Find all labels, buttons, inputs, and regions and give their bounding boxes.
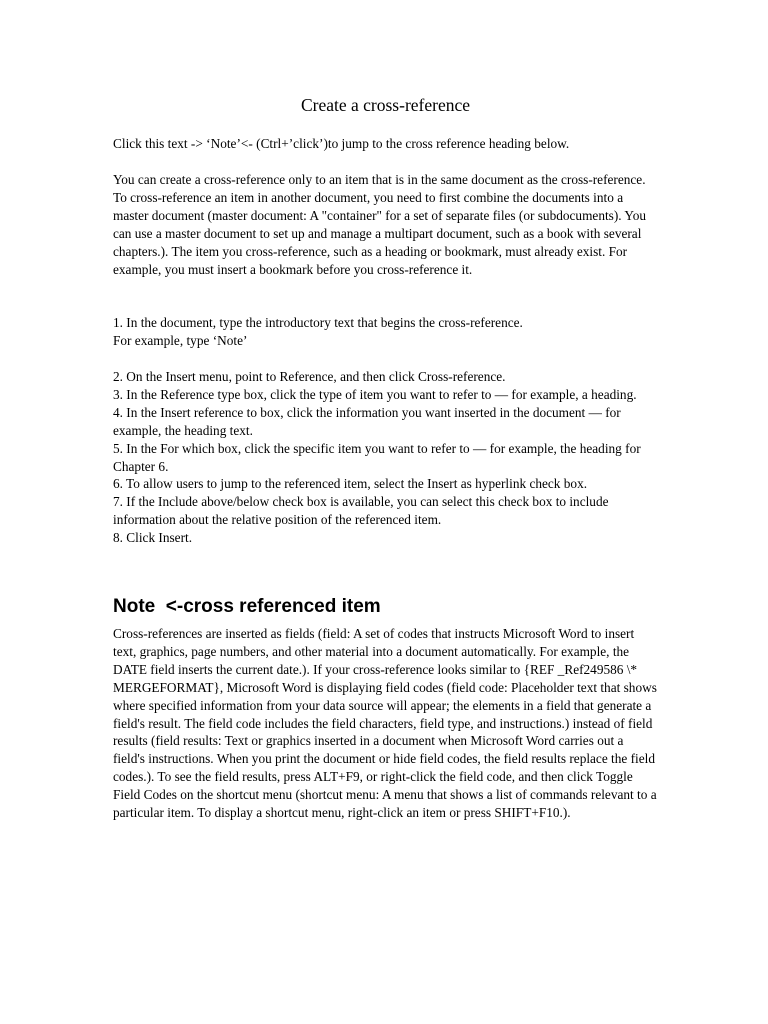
step-item: 7. If the Include above/below check box is available, you can select this check box to include information about the relative position of the referenced item. (113, 494, 609, 528)
cross-reference-link-text[interactable]: Click this text -> ‘Note’<- (Ctrl+’click’)to jump to the cross reference heading below. (113, 136, 570, 151)
paragraph-1 (113, 171, 658, 278)
document-title: Create a cross-reference (300, 95, 471, 115)
note-heading: Note <-cross referenced item (113, 596, 381, 617)
step-1-text: 1. In the document, type the introductory text that begins the cross-reference. (113, 315, 523, 330)
intro-block (113, 135, 658, 153)
paragraph-1-text: You can create a cross-reference only to an item that is in the same document as the cross-reference. To cross-reference an item in another document, you need to first combine the documents into a master document (master document: A "container" for a set of separate files (or subdocuments). You can use a master document to set up and manage a multipart document, such as a book with several chapters.). The item you cross-reference, such as a heading or bookmark, must already exist. For example, you must insert a bookmark before you cross-reference it. (113, 172, 646, 277)
paragraph-2 (113, 625, 658, 822)
step-item: 5. In the For which box, click the specific item you want to refer to — for example, the heading for Chapter 6. (113, 440, 641, 474)
step-1-block (113, 314, 658, 350)
step-1-example: For example, type ‘Note’ (113, 332, 248, 348)
step-item: 3. In the Reference type box, click the type of item you want to refer to — for example, a heading. (113, 386, 637, 402)
paragraph-2-text: Cross-references are inserted as fields (field: A set of codes that instructs Microsoft Word to insert text, graphics, page numbers, and other material into a document automatically. For example, the DATE field inserts the current date.). If your cross-reference looks similar to {REF _Ref249586 \* MERGEFORMAT}, Microsoft Word is displaying field codes (field code: Placeholder text that shows where specified information from your data source will appear; the elements in a field that generate a field's result. The field code includes the field characters, field type, and instructions.) instead of field results (field results: Text or graphics inserted in a document when Microsoft Word carries out a field's instructions. When you print the document or hide field codes, the field results replace the field codes.). To see the field results, press ALT+F9, or right-click the field code, and then click Toggle Field Codes on the shortcut menu (shortcut menu: A menu that shows a list of commands relevant to a particular item. To display a shortcut menu, right-click an item or press SHIFT+F10.). (113, 626, 657, 821)
step-item: 6. To allow users to jump to the referenced item, select the Insert as hyperlink check box. (113, 476, 588, 492)
step-item: 4. In the Insert reference to box, click the information you want inserted in the document — for example, the heading text. (113, 404, 621, 438)
step-item: 8. Click Insert. (113, 530, 193, 546)
step-item: 2. On the Insert menu, point to Reference, and then click Cross-reference. (113, 369, 506, 384)
steps-list (113, 368, 658, 547)
